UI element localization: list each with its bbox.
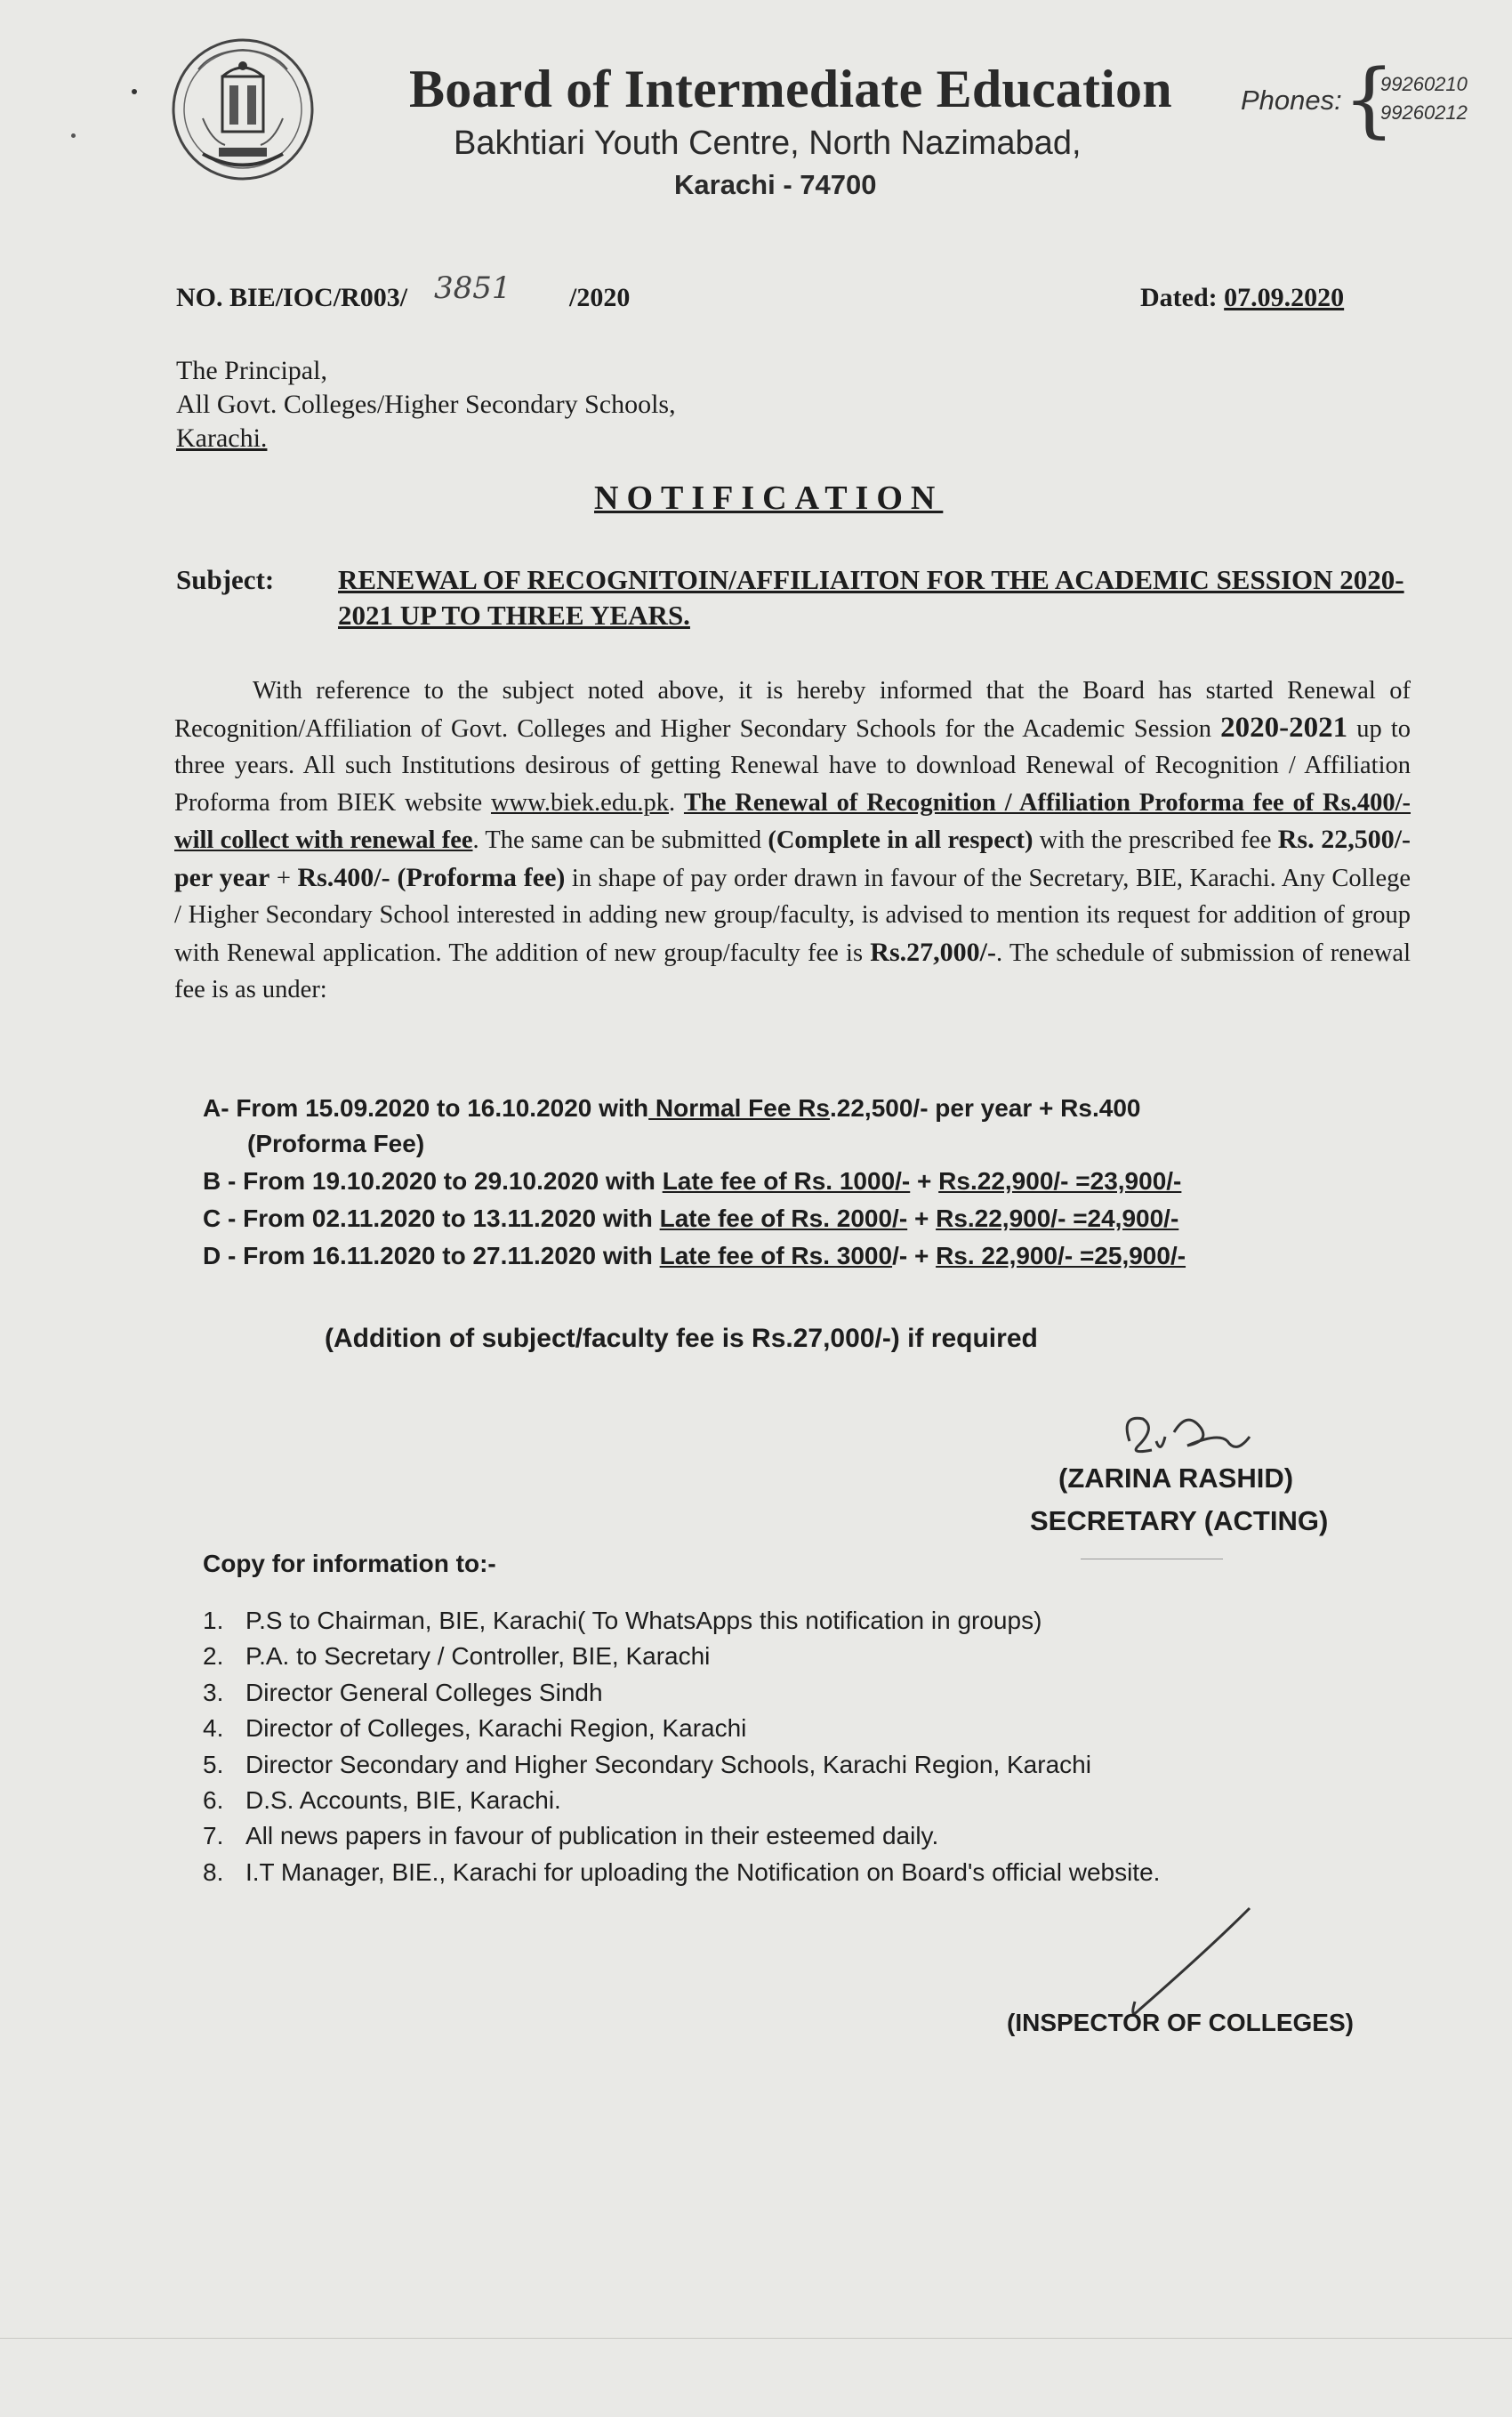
board-emblem-icon	[167, 34, 318, 185]
schedule-item-a	[203, 1094, 1140, 1123]
date-value: 07.09.2020	[1224, 283, 1345, 312]
copy-heading: Copy for information to:-	[203, 1550, 496, 1577]
list-text: I.T Manager, BIE., Karachi for uploading the Notification on Board's official website.	[245, 1857, 1161, 1886]
list-item	[203, 1747, 1160, 1783]
schedule-dates: A- From 15.09.2020 to 16.10.2020 with	[203, 1094, 649, 1122]
plus-sign: /- +	[892, 1242, 937, 1269]
list-item	[203, 1675, 1160, 1711]
body-text: in shape of pay order drawn in favour of the Secretary, BIE, Karachi. Any College / Higher Secondary School interested in adding new group/faculty, is advised to mention its request for addition of group with Renewal application. The addition of new group/faculty fee is	[174, 864, 1411, 967]
schedule-total: Rs.22,900/- =24,900/-	[936, 1204, 1179, 1232]
session-years: 2020-2021	[1220, 711, 1348, 744]
notification-heading: NOTIFICATION	[594, 479, 944, 517]
late-fee: Late fee of Rs. 1000/-	[662, 1167, 911, 1195]
list-item	[203, 1818, 1160, 1854]
schedule-item-a-line2: (Proforma Fee)	[247, 1130, 425, 1157]
body-text: +	[269, 864, 298, 892]
proforma-fee: Rs.400/- (Proforma fee)	[297, 862, 566, 892]
phones-label: Phones:	[1241, 85, 1342, 116]
schedule-dates: B - From 19.10.2020 to 29.10.2020 with	[203, 1167, 663, 1195]
phone-number: 99260210	[1380, 73, 1468, 95]
body-paragraph	[174, 673, 1411, 1009]
signatory-name: (ZARINA RASHID)	[1058, 1462, 1294, 1494]
list-text: Director General Colleges Sindh	[245, 1678, 603, 1706]
list-item	[203, 1711, 1160, 1746]
addressee-line: The Principal,	[176, 356, 327, 385]
schedule-dates: D - From 16.11.2020 to 27.11.2020 with	[203, 1242, 660, 1269]
paper-speck	[132, 89, 137, 94]
addressee-line: Karachi.	[176, 423, 268, 453]
proforma-note: The Renewal of Recognition / Affiliation Proforma fee of Rs.400/- will collect with renewal fee	[174, 788, 1411, 854]
schedule-amount: .22,500/- per year + Rs.400	[830, 1094, 1141, 1122]
list-item	[203, 1783, 1160, 1818]
reference-number: NO. BIE/IOC/R003/	[176, 283, 408, 312]
late-fee: Late fee of Rs. 2000/-	[659, 1204, 908, 1232]
list-number: 8.	[203, 1857, 224, 1886]
phone-number: 99260212	[1380, 101, 1468, 124]
signatory-title: SECRETARY (ACTING)	[1030, 1505, 1329, 1536]
schedule-total: Rs.22,900/- =23,900/-	[938, 1167, 1182, 1195]
late-fee: Late fee of Rs. 3000	[659, 1242, 893, 1269]
list-number: 3.	[203, 1678, 224, 1706]
prescribed-fee: Rs. 22,500/- per year	[174, 825, 1411, 892]
addressee-line: All Govt. Colleges/Higher Secondary Schools,	[176, 390, 676, 419]
schedule-item-b	[203, 1167, 1181, 1196]
schedule-item-d	[203, 1242, 1186, 1270]
paper-speck	[71, 133, 76, 138]
copy-list	[203, 1603, 1160, 1890]
list-text: Director Secondary and Higher Secondary Schools, Karachi Region, Karachi	[245, 1750, 1091, 1778]
list-text: Director of Colleges, Karachi Region, Karachi	[245, 1714, 747, 1743]
list-text: All news papers in favour of publication in their esteemed daily.	[245, 1822, 939, 1850]
plus-sign: +	[907, 1204, 937, 1232]
body-text: . The schedule of submission of renewal fee is as under:	[174, 939, 1411, 1003]
handwritten-reference: 3851	[434, 270, 511, 306]
list-item	[203, 1639, 1160, 1674]
subject-label: Subject:	[176, 564, 275, 595]
date-line	[1140, 283, 1344, 313]
schedule-dates: C - From 02.11.2020 to 13.11.2020 with	[203, 1204, 660, 1232]
list-number: 6.	[203, 1786, 224, 1815]
body-text: up to three years. All such Institutions desirous of getting Renewal have to download Renewal of Recognition / Affiliation Proforma from BIEK website	[174, 714, 1411, 817]
schedule-fee-label: Normal Fee Rs	[648, 1094, 830, 1122]
reference-year: /2020	[569, 283, 631, 312]
list-text: P.A. to Secretary / Controller, BIE, Karachi	[245, 1642, 711, 1671]
addition-fee: Rs.27,000/-	[870, 937, 996, 967]
list-number: 2.	[203, 1642, 224, 1671]
plus-sign: +	[910, 1167, 939, 1195]
brace-icon: {	[1343, 52, 1395, 147]
board-city: Karachi - 74700	[674, 169, 877, 200]
schedule-item-c	[203, 1204, 1178, 1233]
list-item	[203, 1855, 1160, 1890]
addition-note: (Addition of subject/faculty fee is Rs.27,000/-) if required	[325, 1324, 1038, 1353]
list-text: P.S to Chairman, BIE, Karachi( To WhatsApps this notification in groups)	[245, 1607, 1042, 1634]
list-text: D.S. Accounts, BIE, Karachi.	[245, 1786, 561, 1815]
schedule-total: Rs. 22,900/- =25,900/-	[936, 1242, 1186, 1269]
fold-line	[0, 2338, 1512, 2339]
date-label: Dated:	[1140, 283, 1218, 312]
body-text: with the prescribed fee	[1033, 826, 1278, 854]
board-title: Board of Intermediate Education	[409, 60, 1172, 118]
body-text: .	[668, 788, 684, 817]
website-link[interactable]: www.biek.edu.pk	[490, 788, 669, 817]
subject-text: RENEWAL OF RECOGNITOIN/AFFILIAITON FOR THE ACADEMIC SESSION 2020-2021 UP TO THREE YEARS.	[338, 564, 1404, 631]
body-text: . The same can be submitted	[472, 826, 768, 854]
list-item	[203, 1603, 1160, 1639]
complete-note: (Complete in all respect)	[768, 826, 1033, 854]
inspector-title: (INSPECTOR OF COLLEGES)	[1007, 2009, 1354, 2036]
list-number: 4.	[203, 1714, 224, 1743]
board-address: Bakhtiari Youth Centre, North Nazimabad,	[454, 125, 1082, 162]
list-number: 1.	[203, 1607, 224, 1634]
list-number: 7.	[203, 1822, 224, 1850]
body-text: With reference to the subject noted above, it is hereby informed that the Board has started Renewal of Recognition/Affiliation of Govt. Colleges and Higher Secondary Schools for the Academic Session	[174, 677, 1411, 743]
list-number: 5.	[203, 1750, 224, 1778]
